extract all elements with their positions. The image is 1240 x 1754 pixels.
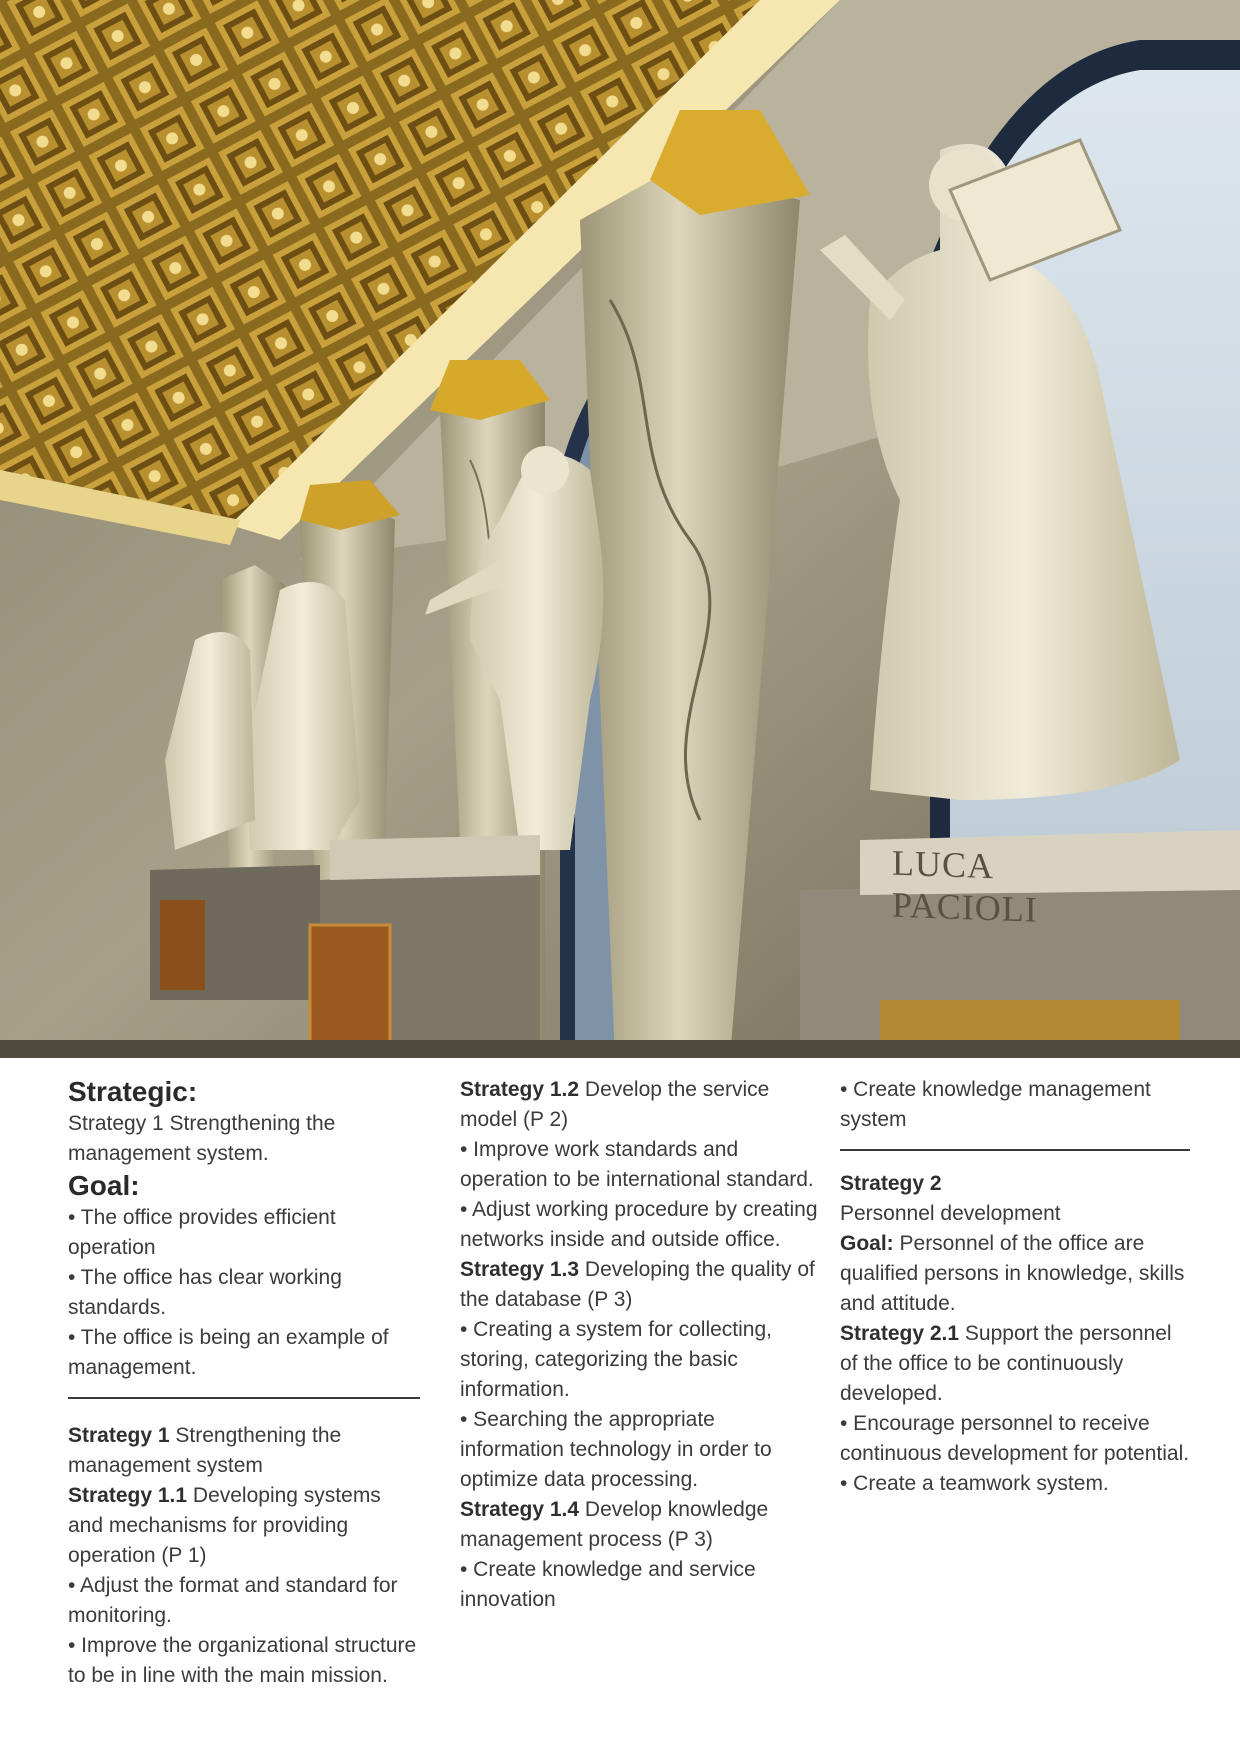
- strategy-2-1-line: [840, 1319, 1190, 1409]
- strategy-label: Strategy 1.4: [460, 1498, 580, 1521]
- goal-item: • The office has clear working standards.: [68, 1266, 342, 1319]
- goal-item: • The office provides efficient operation: [68, 1206, 336, 1259]
- divider: [68, 1397, 420, 1399]
- bullet-item: • Encourage personnel to receive continuous development for potential.: [840, 1412, 1190, 1465]
- strategy-1-line: [68, 1421, 420, 1481]
- column-middle: [460, 1075, 820, 1615]
- divider: [840, 1149, 1190, 1151]
- goal-text: Personnel of the office are qualified persons in knowledge, skills and attitude.: [840, 1232, 1185, 1315]
- strategy-label: Strategy 1.3: [460, 1258, 580, 1281]
- strategy-2-label: [840, 1169, 1190, 1199]
- bullet-item: • Improve work standards and operation to be international standard.: [460, 1138, 814, 1191]
- strategic-heading: Strategic:: [68, 1076, 198, 1107]
- strategy-label: Strategy 2.1: [840, 1322, 960, 1345]
- bullet-item: • Adjust the format and standard for monitoring.: [68, 1574, 398, 1627]
- bullet-item: • Create knowledge management system: [840, 1078, 1151, 1131]
- strategy-text: Develop the service model (P 2): [460, 1078, 770, 1131]
- bullet-item: • Create knowledge and service innovation: [460, 1558, 756, 1611]
- goal-item: • The office is being an example of management.: [68, 1326, 389, 1379]
- bullet-item: • Creating a system for collecting, storing, categorizing the basic information.: [460, 1318, 772, 1401]
- strategy-text: Support the personnel of the office to be continuously developed.: [840, 1322, 1172, 1405]
- strategy-1-3-line: [460, 1255, 820, 1315]
- strategy-1-4-line: [460, 1495, 820, 1555]
- column-right: [840, 1075, 1190, 1499]
- strategy-text: Develop knowledge management process (P 3): [460, 1498, 769, 1551]
- pedestal-name-label: LUCA PACIOLI: [892, 842, 1038, 930]
- strategy-text: Developing systems and mechanisms for providing operation (P 1): [68, 1484, 381, 1567]
- bullet-item: • Improve the organizational structure to be in line with the main mission.: [68, 1634, 417, 1687]
- goal-heading: Goal:: [68, 1170, 140, 1201]
- strategic-text: Strategy 1 Strengthening the management system.: [68, 1112, 336, 1165]
- strategy-label: Strategy 1.1: [68, 1484, 188, 1507]
- strategy-label: Strategy 1.2: [460, 1078, 580, 1101]
- strategy-text: Strengthening the management system: [68, 1424, 342, 1477]
- goal-line: [840, 1229, 1190, 1319]
- bullet-item: • Searching the appropriate information technology in order to optimize data processing.: [460, 1408, 772, 1491]
- strategy-label: Strategy 2: [840, 1172, 942, 1195]
- strategy-label: Strategy 1: [68, 1424, 170, 1447]
- strategy-2-text: Personnel development: [840, 1202, 1061, 1225]
- bullet-item: • Adjust working procedure by creating networks inside and outside office.: [460, 1198, 818, 1251]
- strategy-1-1-line: [68, 1481, 420, 1571]
- strategy-text: Developing the quality of the database (P 3): [460, 1258, 815, 1311]
- goal-label: Goal:: [840, 1232, 894, 1255]
- bullet-item: • Create a teamwork system.: [840, 1472, 1109, 1495]
- column-left: [68, 1075, 420, 1691]
- strategy-1-2-line: [460, 1075, 820, 1135]
